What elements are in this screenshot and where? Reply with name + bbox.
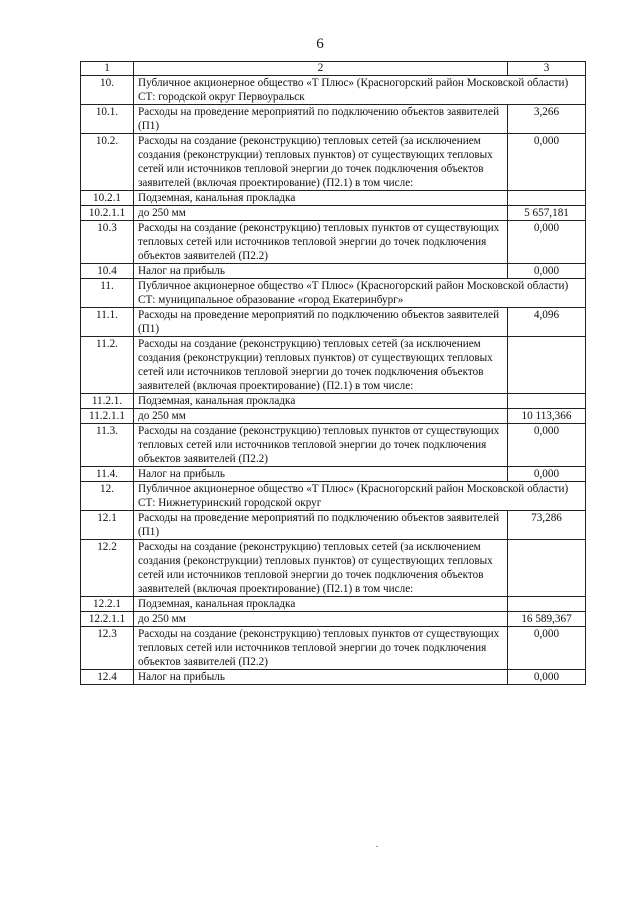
table-row [81, 308, 586, 337]
row-number: 10.4 [81, 264, 134, 279]
row-number: 10.1. [81, 105, 134, 134]
row-number: 11.4. [81, 467, 134, 482]
page-number: 6 [316, 36, 324, 52]
row-description: Расходы на создание (реконструкцию) тепловых сетей (за исключением создания (реконструкции) тепловых пунктов) от существующих тепловых сетей или источников тепловой энергии до точек подключения объектов заявителей (включая проектирование) (П2.1) в том числе: [134, 337, 508, 394]
row-value: 0,000 [508, 424, 586, 467]
row-value: 0,000 [508, 627, 586, 670]
row-number: 11.2. [81, 337, 134, 394]
row-value: 0,000 [508, 221, 586, 264]
row-number: 10.2.1 [81, 191, 134, 206]
table-row [81, 221, 586, 264]
row-value: 4,096 [508, 308, 586, 337]
table-row [81, 612, 586, 627]
row-description: Расходы на создание (реконструкцию) тепловых пунктов от существующих тепловых сетей или источников тепловой энергии до точек подключения объектов заявителей (П2.2) [134, 627, 508, 670]
row-number: 11.2.1. [81, 394, 134, 409]
row-number: 12.3 [81, 627, 134, 670]
row-number: 11.3. [81, 424, 134, 467]
row-value: 0,000 [508, 134, 586, 191]
row-value [508, 191, 586, 206]
table-header-row [81, 62, 586, 76]
row-value [508, 540, 586, 597]
row-description: Расходы на создание (реконструкцию) тепловых пунктов от существующих тепловых сетей или источников тепловой энергии до точек подключения объектов заявителей (П2.2) [134, 424, 508, 467]
row-value: 16 589,367 [508, 612, 586, 627]
row-number: 11.1. [81, 308, 134, 337]
table-row [81, 627, 586, 670]
row-value: 73,286 [508, 511, 586, 540]
row-value [508, 597, 586, 612]
row-value: 10 113,366 [508, 409, 586, 424]
row-number: 10.2.1.1 [81, 206, 134, 221]
column-header-3: 3 [508, 62, 586, 76]
table-row [81, 670, 586, 685]
table-row [81, 279, 586, 308]
row-value: 0,000 [508, 670, 586, 685]
tariff-table [80, 61, 586, 685]
row-number: 11. [81, 279, 134, 308]
row-description: Расходы на проведение мероприятий по подключению объектов заявителей (П1) [134, 511, 508, 540]
table-row [81, 409, 586, 424]
table-row [81, 264, 586, 279]
column-header-1: 1 [81, 62, 134, 76]
row-value: 0,000 [508, 467, 586, 482]
row-description: Расходы на проведение мероприятий по подключению объектов заявителей (П1) [134, 105, 508, 134]
table-row [81, 424, 586, 467]
table-row [81, 511, 586, 540]
row-description: Налог на прибыль [134, 467, 508, 482]
row-description: Расходы на создание (реконструкцию) тепловых сетей (за исключением создания (реконструкции) тепловых пунктов) от существующих тепловых сетей или источников тепловой энергии до точек подключения объектов заявителей (включая проектирование) (П2.1) в том числе: [134, 540, 508, 597]
table-row [81, 394, 586, 409]
table-row [81, 105, 586, 134]
organization-heading: Публичное акционерное общество «Т Плюс» (Красногорский район Московской области) СТ: городской округ Первоуральск [134, 76, 586, 105]
table-row [81, 597, 586, 612]
table-row [81, 482, 586, 511]
row-description: Подземная, канальная прокладка [134, 394, 508, 409]
table-row [81, 134, 586, 191]
row-value: 5 657,181 [508, 206, 586, 221]
row-description: Расходы на создание (реконструкцию) тепловых пунктов от существующих тепловых сетей или источников тепловой энергии до точек подключения объектов заявителей (П2.2) [134, 221, 508, 264]
table-row [81, 191, 586, 206]
table-row [81, 540, 586, 597]
table-body [81, 62, 586, 685]
table-row [81, 206, 586, 221]
row-description: до 250 мм [134, 612, 508, 627]
row-number: 11.2.1.1 [81, 409, 134, 424]
row-value: 3,266 [508, 105, 586, 134]
column-header-2: 2 [134, 62, 508, 76]
row-number: 12.2 [81, 540, 134, 597]
row-number: 10.2. [81, 134, 134, 191]
organization-heading: Публичное акционерное общество «Т Плюс» (Красногорский район Московской области) СТ: Нижнетуринский городской округ [134, 482, 586, 511]
row-value [508, 394, 586, 409]
row-number: 12.1 [81, 511, 134, 540]
row-description: до 250 мм [134, 206, 508, 221]
row-number: 12.2.1.1 [81, 612, 134, 627]
row-value [508, 337, 586, 394]
row-number: 12.4 [81, 670, 134, 685]
row-description: Подземная, канальная прокладка [134, 597, 508, 612]
row-description: Налог на прибыль [134, 670, 508, 685]
table-row [81, 76, 586, 105]
table-row [81, 467, 586, 482]
row-description: до 250 мм [134, 409, 508, 424]
row-description: Расходы на создание (реконструкцию) тепловых сетей (за исключением создания (реконструкции) тепловых пунктов) от существующих тепловых сетей или источников тепловой энергии до точек подключения объектов заявителей (включая проектирование) (П2.1) в том числе: [134, 134, 508, 191]
table-row [81, 337, 586, 394]
row-number: 12.2.1 [81, 597, 134, 612]
row-number: 12. [81, 482, 134, 511]
scan-speck [376, 846, 378, 847]
row-description: Расходы на проведение мероприятий по подключению объектов заявителей (П1) [134, 308, 508, 337]
organization-heading: Публичное акционерное общество «Т Плюс» (Красногорский район Московской области) СТ: муниципальное образование «город Екатеринбург» [134, 279, 586, 308]
row-value: 0,000 [508, 264, 586, 279]
row-description: Налог на прибыль [134, 264, 508, 279]
row-description: Подземная, канальная прокладка [134, 191, 508, 206]
row-number: 10. [81, 76, 134, 105]
row-number: 10.3 [81, 221, 134, 264]
